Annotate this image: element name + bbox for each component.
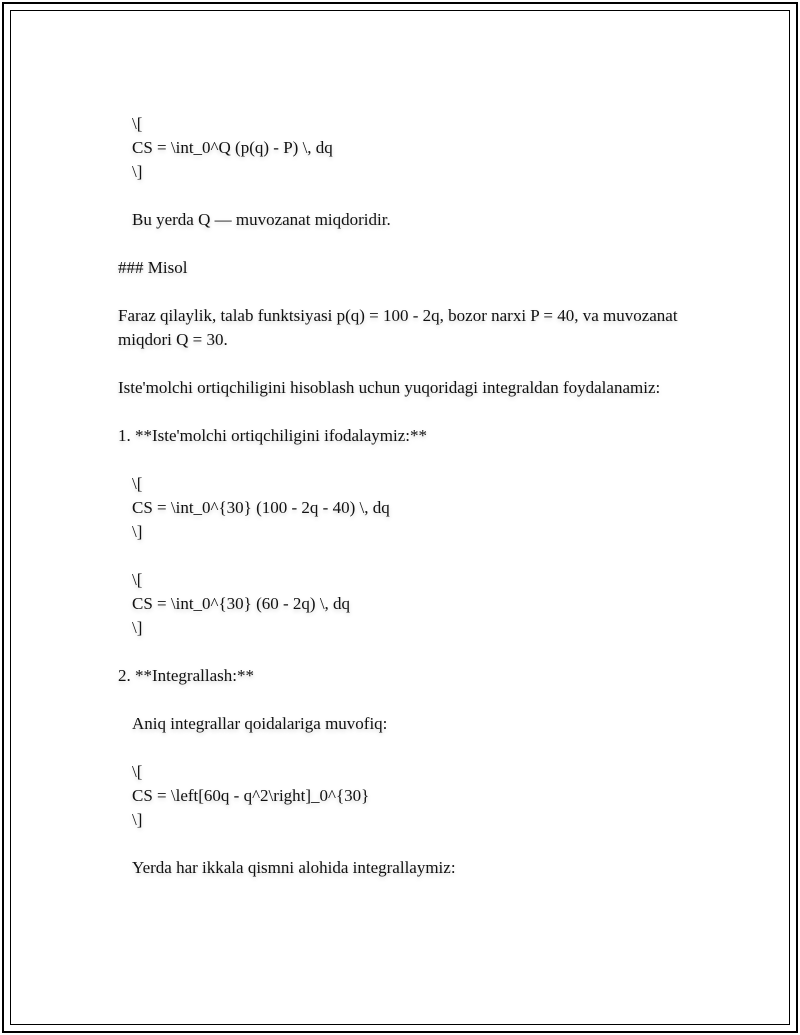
heading-misol: ### Misol	[118, 258, 188, 277]
formula-line: CS = \int_0^{30} (60 - 2q) \, dq	[132, 594, 351, 613]
formula-block-cs-substituted	[118, 472, 678, 544]
formula-block-cs-simplified	[118, 568, 678, 640]
formula-open: \[	[132, 114, 143, 133]
note-equilibrium-quantity: Bu yerda Q — muvozanat miqdoridir.	[132, 210, 391, 229]
step-2-title: 2. **Integrallash:**	[118, 666, 254, 685]
formula-block-cs-general	[118, 112, 678, 184]
formula-line: CS = \int_0^Q (p(q) - P) \, dq	[132, 138, 333, 157]
formula-close: \]	[132, 162, 143, 181]
formula-line: CS = \int_0^{30} (100 - 2q - 40) \, dq	[132, 498, 390, 517]
intro-paragraph: Iste'molchi ortiqchiligini hisoblash uchun yuqoridagi integraldan foydalanamiz:	[118, 378, 661, 397]
formula-line: CS = \left[60q - q^2\right]_0^{30}	[132, 786, 370, 805]
formula-open: \[	[132, 474, 143, 493]
formula-block-cs-antiderivative	[118, 760, 678, 832]
example-paragraph: Faraz qilaylik, talab funktsiyasi p(q) = 100 - 2q, bozor narxi P = 40, va muvozanat miqdori Q = 30.	[118, 306, 678, 349]
formula-open: \[	[132, 762, 143, 781]
formula-close: \]	[132, 810, 143, 829]
step-1-title: 1. **Iste'molchi ortiqchiligini ifodalaymiz:**	[118, 426, 428, 445]
formula-open: \[	[132, 570, 143, 589]
formula-close: \]	[132, 522, 143, 541]
step-2-text: Aniq integrallar qoidalariga muvofiq:	[132, 714, 388, 733]
final-text: Yerda har ikkala qismni alohida integrallaymiz:	[132, 858, 456, 877]
document-body	[118, 112, 678, 880]
formula-close: \]	[132, 618, 143, 637]
